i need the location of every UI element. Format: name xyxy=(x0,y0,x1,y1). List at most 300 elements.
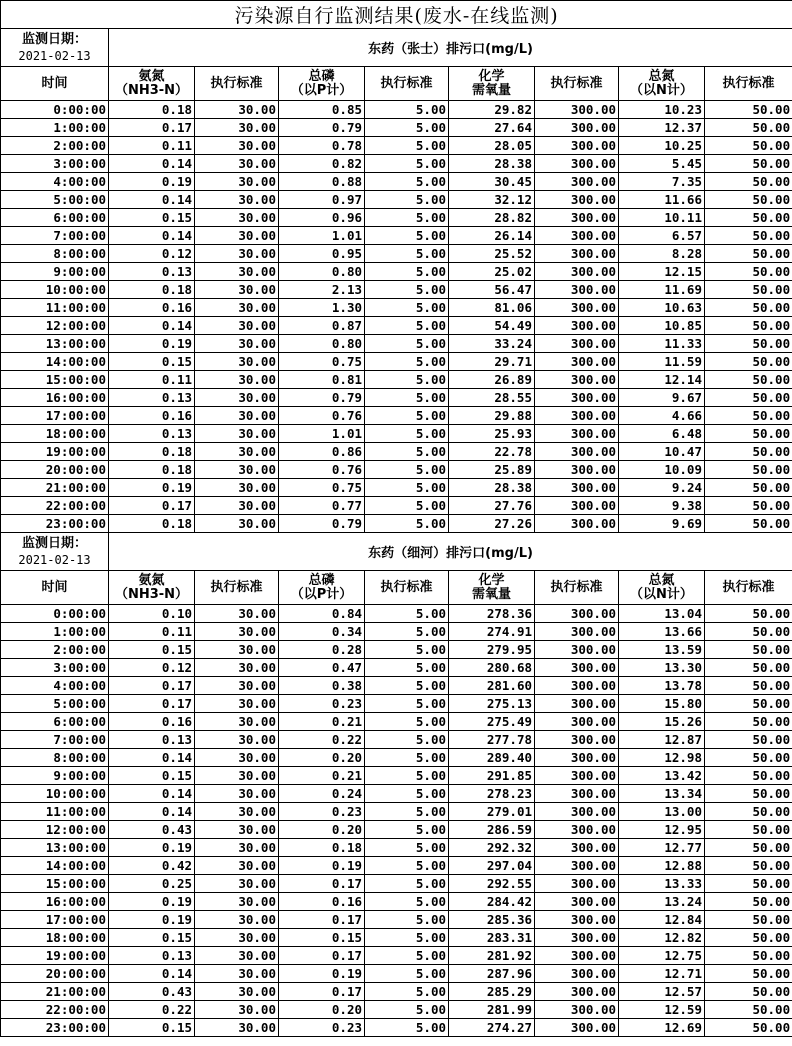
cell-cod: 291.85 xyxy=(449,767,535,785)
cell-total-nitrogen: 13.04 xyxy=(619,605,705,623)
table-row xyxy=(1,803,792,821)
cell-ammonia-standard: 30.00 xyxy=(195,497,279,515)
cell-cod-standard: 300.00 xyxy=(535,983,619,1001)
column-header-time xyxy=(1,67,109,101)
cell-nitrogen-standard: 50.00 xyxy=(705,191,792,209)
cell-ammonia-nitrogen: 0.22 xyxy=(109,1001,195,1019)
column-header-nitrogen-standard xyxy=(705,67,792,101)
cell-cod: 297.04 xyxy=(449,857,535,875)
cell-ammonia-nitrogen: 0.11 xyxy=(109,623,195,641)
cell-time: 6:00:00 xyxy=(1,209,109,227)
cell-phosphorus-standard: 5.00 xyxy=(365,497,449,515)
cell-ammonia-standard: 30.00 xyxy=(195,623,279,641)
cell-cod: 285.29 xyxy=(449,983,535,1001)
table-row xyxy=(1,713,792,731)
cell-cod: 29.88 xyxy=(449,407,535,425)
cell-time: 2:00:00 xyxy=(1,137,109,155)
cell-cod: 27.76 xyxy=(449,497,535,515)
cell-cod: 28.55 xyxy=(449,389,535,407)
table-row xyxy=(1,875,792,893)
cell-cod: 32.12 xyxy=(449,191,535,209)
cell-ammonia-nitrogen: 0.17 xyxy=(109,497,195,515)
column-header-cod-standard xyxy=(535,571,619,605)
cell-cod-standard: 300.00 xyxy=(535,893,619,911)
cell-cod-standard: 300.00 xyxy=(535,623,619,641)
monitoring-date-label: 监测日期： xyxy=(21,535,87,551)
cell-total-nitrogen: 10.25 xyxy=(619,137,705,155)
table-row xyxy=(1,983,792,1001)
cell-nitrogen-standard: 50.00 xyxy=(705,731,792,749)
cell-ammonia-standard: 30.00 xyxy=(195,515,279,533)
cell-nitrogen-standard: 50.00 xyxy=(705,1001,792,1019)
cell-ammonia-standard: 30.00 xyxy=(195,641,279,659)
cell-time: 5:00:00 xyxy=(1,191,109,209)
cell-phosphorus-standard: 5.00 xyxy=(365,1019,449,1037)
cell-total-nitrogen: 10.23 xyxy=(619,101,705,119)
table-row xyxy=(1,929,792,947)
cell-total-nitrogen: 6.48 xyxy=(619,425,705,443)
cell-total-phosphorus: 0.19 xyxy=(279,857,365,875)
cell-total-phosphorus: 0.17 xyxy=(279,911,365,929)
cell-time: 13:00:00 xyxy=(1,839,109,857)
cell-ammonia-nitrogen: 0.13 xyxy=(109,263,195,281)
table-row xyxy=(1,605,792,623)
cell-time: 15:00:00 xyxy=(1,875,109,893)
cell-time: 18:00:00 xyxy=(1,929,109,947)
cell-time: 14:00:00 xyxy=(1,857,109,875)
cell-total-nitrogen: 13.78 xyxy=(619,677,705,695)
table-row xyxy=(1,1019,792,1037)
cell-ammonia-standard: 30.00 xyxy=(195,1019,279,1037)
cell-phosphorus-standard: 5.00 xyxy=(365,821,449,839)
cell-total-nitrogen: 12.87 xyxy=(619,731,705,749)
cell-cod: 275.49 xyxy=(449,713,535,731)
cell-cod: 281.99 xyxy=(449,1001,535,1019)
table-row xyxy=(1,191,792,209)
cell-ammonia-nitrogen: 0.15 xyxy=(109,353,195,371)
cell-total-nitrogen: 12.98 xyxy=(619,749,705,767)
cell-ammonia-standard: 30.00 xyxy=(195,155,279,173)
cell-total-phosphorus: 0.28 xyxy=(279,641,365,659)
cell-ammonia-standard: 30.00 xyxy=(195,695,279,713)
cell-ammonia-standard: 30.00 xyxy=(195,353,279,371)
table-row xyxy=(1,623,792,641)
cell-total-nitrogen: 7.35 xyxy=(619,173,705,191)
table-row xyxy=(1,911,792,929)
cell-ammonia-nitrogen: 0.18 xyxy=(109,443,195,461)
cell-cod: 279.01 xyxy=(449,803,535,821)
cell-total-phosphorus: 0.81 xyxy=(279,371,365,389)
cell-ammonia-standard: 30.00 xyxy=(195,731,279,749)
cell-total-phosphorus: 0.75 xyxy=(279,353,365,371)
cell-cod: 292.55 xyxy=(449,875,535,893)
cell-total-phosphorus: 0.79 xyxy=(279,119,365,137)
cell-ammonia-standard: 30.00 xyxy=(195,839,279,857)
cell-nitrogen-standard: 50.00 xyxy=(705,659,792,677)
cell-total-phosphorus: 0.78 xyxy=(279,137,365,155)
cell-nitrogen-standard: 50.00 xyxy=(705,965,792,983)
cell-ammonia-nitrogen: 0.19 xyxy=(109,893,195,911)
cell-total-nitrogen: 11.69 xyxy=(619,281,705,299)
cell-ammonia-standard: 30.00 xyxy=(195,659,279,677)
cell-cod-standard: 300.00 xyxy=(535,767,619,785)
cell-nitrogen-standard: 50.00 xyxy=(705,155,792,173)
cell-ammonia-nitrogen: 0.13 xyxy=(109,425,195,443)
cell-cod: 275.13 xyxy=(449,695,535,713)
cell-total-phosphorus: 0.80 xyxy=(279,335,365,353)
cell-time: 11:00:00 xyxy=(1,299,109,317)
cell-ammonia-nitrogen: 0.42 xyxy=(109,857,195,875)
cell-cod-standard: 300.00 xyxy=(535,911,619,929)
cell-nitrogen-standard: 50.00 xyxy=(705,281,792,299)
cell-time: 21:00:00 xyxy=(1,479,109,497)
cell-time: 17:00:00 xyxy=(1,407,109,425)
cell-time: 3:00:00 xyxy=(1,659,109,677)
column-header-text: 总磷 xyxy=(308,572,335,588)
cell-cod: 286.59 xyxy=(449,821,535,839)
table-row xyxy=(1,317,792,335)
cell-ammonia-nitrogen: 0.15 xyxy=(109,209,195,227)
cell-phosphorus-standard: 5.00 xyxy=(365,461,449,479)
column-header-text: （NH3-N） xyxy=(114,82,189,98)
column-header-text: （NH3-N） xyxy=(114,586,189,602)
cell-cod-standard: 300.00 xyxy=(535,299,619,317)
table-row xyxy=(1,821,792,839)
cell-nitrogen-standard: 50.00 xyxy=(705,119,792,137)
column-header-text: 化学 xyxy=(478,572,505,588)
cell-total-phosphorus: 0.38 xyxy=(279,677,365,695)
column-header-row xyxy=(1,571,792,605)
section-header-row xyxy=(1,533,792,571)
column-header-phosphorus-standard xyxy=(365,67,449,101)
cell-time: 14:00:00 xyxy=(1,353,109,371)
cell-cod-standard: 300.00 xyxy=(535,677,619,695)
cell-ammonia-standard: 30.00 xyxy=(195,875,279,893)
cell-total-phosphorus: 0.23 xyxy=(279,803,365,821)
cell-cod-standard: 300.00 xyxy=(535,479,619,497)
cell-total-phosphorus: 0.84 xyxy=(279,605,365,623)
cell-nitrogen-standard: 50.00 xyxy=(705,767,792,785)
cell-ammonia-standard: 30.00 xyxy=(195,785,279,803)
cell-total-nitrogen: 4.66 xyxy=(619,407,705,425)
cell-cod-standard: 300.00 xyxy=(535,659,619,677)
cell-total-nitrogen: 10.47 xyxy=(619,443,705,461)
cell-cod-standard: 300.00 xyxy=(535,227,619,245)
cell-time: 23:00:00 xyxy=(1,1019,109,1037)
cell-cod-standard: 300.00 xyxy=(535,281,619,299)
cell-cod: 29.82 xyxy=(449,101,535,119)
column-header-text: 时间 xyxy=(41,75,68,91)
cell-total-phosphorus: 0.17 xyxy=(279,983,365,1001)
cell-time: 4:00:00 xyxy=(1,173,109,191)
column-header-text: 需氧量 xyxy=(471,82,511,98)
cell-cod: 277.78 xyxy=(449,731,535,749)
cell-total-phosphorus: 0.21 xyxy=(279,713,365,731)
cell-time: 10:00:00 xyxy=(1,281,109,299)
cell-ammonia-nitrogen: 0.15 xyxy=(109,767,195,785)
cell-ammonia-nitrogen: 0.18 xyxy=(109,101,195,119)
cell-ammonia-nitrogen: 0.12 xyxy=(109,659,195,677)
cell-ammonia-standard: 30.00 xyxy=(195,1001,279,1019)
cell-time: 0:00:00 xyxy=(1,605,109,623)
table-row xyxy=(1,443,792,461)
cell-ammonia-nitrogen: 0.17 xyxy=(109,695,195,713)
cell-ammonia-standard: 30.00 xyxy=(195,119,279,137)
cell-phosphorus-standard: 5.00 xyxy=(365,749,449,767)
cell-phosphorus-standard: 5.00 xyxy=(365,623,449,641)
cell-nitrogen-standard: 50.00 xyxy=(705,677,792,695)
cell-ammonia-standard: 30.00 xyxy=(195,983,279,1001)
cell-ammonia-nitrogen: 0.11 xyxy=(109,371,195,389)
table-row xyxy=(1,209,792,227)
cell-nitrogen-standard: 50.00 xyxy=(705,227,792,245)
cell-cod-standard: 300.00 xyxy=(535,965,619,983)
cell-cod: 281.92 xyxy=(449,947,535,965)
column-header-row xyxy=(1,67,792,101)
column-header-nitrogen-standard xyxy=(705,571,792,605)
cell-phosphorus-standard: 5.00 xyxy=(365,371,449,389)
cell-time: 12:00:00 xyxy=(1,821,109,839)
column-header-text: 化学 xyxy=(478,68,505,84)
cell-cod: 29.71 xyxy=(449,353,535,371)
cell-total-phosphorus: 0.85 xyxy=(279,101,365,119)
cell-ammonia-standard: 30.00 xyxy=(195,425,279,443)
cell-cod: 292.32 xyxy=(449,839,535,857)
table-row xyxy=(1,965,792,983)
cell-cod: 281.60 xyxy=(449,677,535,695)
cell-phosphorus-standard: 5.00 xyxy=(365,479,449,497)
cell-total-phosphorus: 0.22 xyxy=(279,731,365,749)
cell-nitrogen-standard: 50.00 xyxy=(705,353,792,371)
cell-ammonia-nitrogen: 0.19 xyxy=(109,479,195,497)
cell-total-phosphorus: 0.23 xyxy=(279,1019,365,1037)
column-header-text: （以P计） xyxy=(290,586,353,602)
table-row xyxy=(1,245,792,263)
cell-time: 18:00:00 xyxy=(1,425,109,443)
cell-phosphorus-standard: 5.00 xyxy=(365,245,449,263)
cell-phosphorus-standard: 5.00 xyxy=(365,605,449,623)
cell-cod: 28.38 xyxy=(449,155,535,173)
column-header-text: 执行标准 xyxy=(380,579,433,595)
cell-cod: 284.42 xyxy=(449,893,535,911)
column-header-text: 执行标准 xyxy=(550,579,603,595)
cell-cod: 26.14 xyxy=(449,227,535,245)
table-row xyxy=(1,731,792,749)
cell-cod-standard: 300.00 xyxy=(535,695,619,713)
cell-cod: 56.47 xyxy=(449,281,535,299)
cell-time: 19:00:00 xyxy=(1,443,109,461)
cell-ammonia-nitrogen: 0.18 xyxy=(109,281,195,299)
cell-ammonia-standard: 30.00 xyxy=(195,101,279,119)
cell-nitrogen-standard: 50.00 xyxy=(705,785,792,803)
table-row xyxy=(1,407,792,425)
cell-cod-standard: 300.00 xyxy=(535,263,619,281)
cell-total-nitrogen: 10.11 xyxy=(619,209,705,227)
column-header-cod-standard xyxy=(535,67,619,101)
column-header-text: 时间 xyxy=(41,579,68,595)
cell-total-nitrogen: 12.59 xyxy=(619,1001,705,1019)
column-header-total-phosphorus xyxy=(279,67,365,101)
cell-total-nitrogen: 13.00 xyxy=(619,803,705,821)
cell-phosphorus-standard: 5.00 xyxy=(365,929,449,947)
cell-total-phosphorus: 0.95 xyxy=(279,245,365,263)
cell-phosphorus-standard: 5.00 xyxy=(365,119,449,137)
cell-total-nitrogen: 5.45 xyxy=(619,155,705,173)
cell-total-phosphorus: 0.79 xyxy=(279,389,365,407)
cell-total-nitrogen: 12.71 xyxy=(619,965,705,983)
cell-phosphorus-standard: 5.00 xyxy=(365,893,449,911)
cell-phosphorus-standard: 5.00 xyxy=(365,101,449,119)
report-title: 污染源自行监测结果(废水-在线监测) xyxy=(1,1,792,29)
cell-total-phosphorus: 0.88 xyxy=(279,173,365,191)
cell-nitrogen-standard: 50.00 xyxy=(705,983,792,1001)
cell-ammonia-standard: 30.00 xyxy=(195,443,279,461)
cell-nitrogen-standard: 50.00 xyxy=(705,443,792,461)
cell-ammonia-nitrogen: 0.18 xyxy=(109,515,195,533)
cell-ammonia-standard: 30.00 xyxy=(195,137,279,155)
table-row xyxy=(1,461,792,479)
cell-ammonia-standard: 30.00 xyxy=(195,821,279,839)
table-row xyxy=(1,155,792,173)
cell-cod: 27.26 xyxy=(449,515,535,533)
table-row xyxy=(1,785,792,803)
cell-time: 13:00:00 xyxy=(1,335,109,353)
cell-phosphorus-standard: 5.00 xyxy=(365,425,449,443)
cell-total-nitrogen: 12.77 xyxy=(619,839,705,857)
cell-cod-standard: 300.00 xyxy=(535,461,619,479)
cell-total-phosphorus: 0.97 xyxy=(279,191,365,209)
cell-cod: 26.89 xyxy=(449,371,535,389)
column-header-ammonia-nitrogen xyxy=(109,67,195,101)
cell-phosphorus-standard: 5.00 xyxy=(365,731,449,749)
cell-ammonia-nitrogen: 0.11 xyxy=(109,137,195,155)
cell-ammonia-nitrogen: 0.17 xyxy=(109,677,195,695)
cell-cod-standard: 300.00 xyxy=(535,407,619,425)
cell-ammonia-nitrogen: 0.16 xyxy=(109,407,195,425)
cell-ammonia-nitrogen: 0.43 xyxy=(109,821,195,839)
monitoring-date-value: 2021-02-13 xyxy=(18,552,91,567)
cell-total-phosphorus: 0.20 xyxy=(279,821,365,839)
cell-cod-standard: 300.00 xyxy=(535,353,619,371)
cell-ammonia-standard: 30.00 xyxy=(195,713,279,731)
cell-nitrogen-standard: 50.00 xyxy=(705,641,792,659)
cell-time: 5:00:00 xyxy=(1,695,109,713)
cell-total-nitrogen: 9.69 xyxy=(619,515,705,533)
cell-cod: 28.38 xyxy=(449,479,535,497)
cell-total-phosphorus: 0.21 xyxy=(279,767,365,785)
cell-nitrogen-standard: 50.00 xyxy=(705,263,792,281)
cell-cod-standard: 300.00 xyxy=(535,245,619,263)
table-row xyxy=(1,479,792,497)
cell-total-nitrogen: 11.33 xyxy=(619,335,705,353)
cell-nitrogen-standard: 50.00 xyxy=(705,749,792,767)
cell-total-nitrogen: 12.69 xyxy=(619,1019,705,1037)
cell-phosphorus-standard: 5.00 xyxy=(365,515,449,533)
table-row xyxy=(1,659,792,677)
cell-time: 1:00:00 xyxy=(1,623,109,641)
column-header-ammonia-standard xyxy=(195,571,279,605)
table-row xyxy=(1,677,792,695)
cell-cod-standard: 300.00 xyxy=(535,641,619,659)
monitoring-date xyxy=(1,533,109,571)
table-row xyxy=(1,767,792,785)
cell-phosphorus-standard: 5.00 xyxy=(365,317,449,335)
cell-total-phosphorus: 0.19 xyxy=(279,965,365,983)
cell-phosphorus-standard: 5.00 xyxy=(365,857,449,875)
cell-nitrogen-standard: 50.00 xyxy=(705,371,792,389)
cell-phosphorus-standard: 5.00 xyxy=(365,839,449,857)
cell-cod-standard: 300.00 xyxy=(535,317,619,335)
column-header-text: （以N计） xyxy=(630,586,693,602)
column-header-cod xyxy=(449,571,535,605)
cell-cod: 54.49 xyxy=(449,317,535,335)
cell-nitrogen-standard: 50.00 xyxy=(705,947,792,965)
cell-time: 23:00:00 xyxy=(1,515,109,533)
cell-time: 8:00:00 xyxy=(1,749,109,767)
outlet-title: 东药（张士）排污口(mg/L) xyxy=(109,29,792,67)
cell-total-nitrogen: 13.33 xyxy=(619,875,705,893)
cell-ammonia-nitrogen: 0.14 xyxy=(109,317,195,335)
table-row xyxy=(1,749,792,767)
cell-total-phosphorus: 1.01 xyxy=(279,227,365,245)
cell-total-phosphorus: 0.77 xyxy=(279,497,365,515)
cell-cod-standard: 300.00 xyxy=(535,785,619,803)
cell-cod: 274.27 xyxy=(449,1019,535,1037)
cell-cod-standard: 300.00 xyxy=(535,731,619,749)
cell-total-nitrogen: 13.24 xyxy=(619,893,705,911)
cell-time: 15:00:00 xyxy=(1,371,109,389)
cell-phosphorus-standard: 5.00 xyxy=(365,785,449,803)
cell-cod-standard: 300.00 xyxy=(535,137,619,155)
cell-nitrogen-standard: 50.00 xyxy=(705,299,792,317)
cell-ammonia-nitrogen: 0.14 xyxy=(109,191,195,209)
cell-cod-standard: 300.00 xyxy=(535,209,619,227)
cell-total-nitrogen: 12.37 xyxy=(619,119,705,137)
cell-cod: 81.06 xyxy=(449,299,535,317)
cell-total-phosphorus: 0.82 xyxy=(279,155,365,173)
cell-ammonia-nitrogen: 0.13 xyxy=(109,947,195,965)
monitoring-date-label: 监测日期： xyxy=(21,31,87,47)
cell-cod: 25.89 xyxy=(449,461,535,479)
table-row xyxy=(1,119,792,137)
cell-time: 7:00:00 xyxy=(1,227,109,245)
cell-ammonia-nitrogen: 0.13 xyxy=(109,389,195,407)
cell-total-nitrogen: 13.59 xyxy=(619,641,705,659)
cell-nitrogen-standard: 50.00 xyxy=(705,857,792,875)
cell-phosphorus-standard: 5.00 xyxy=(365,227,449,245)
cell-total-nitrogen: 9.67 xyxy=(619,389,705,407)
cell-phosphorus-standard: 5.00 xyxy=(365,281,449,299)
cell-phosphorus-standard: 5.00 xyxy=(365,767,449,785)
cell-ammonia-standard: 30.00 xyxy=(195,209,279,227)
cell-cod-standard: 300.00 xyxy=(535,101,619,119)
cell-total-nitrogen: 12.82 xyxy=(619,929,705,947)
column-header-time xyxy=(1,571,109,605)
table-row xyxy=(1,299,792,317)
cell-nitrogen-standard: 50.00 xyxy=(705,1019,792,1037)
cell-nitrogen-standard: 50.00 xyxy=(705,893,792,911)
monitoring-date xyxy=(1,29,109,67)
table-row xyxy=(1,1001,792,1019)
cell-cod: 280.68 xyxy=(449,659,535,677)
cell-total-nitrogen: 13.30 xyxy=(619,659,705,677)
cell-ammonia-nitrogen: 0.14 xyxy=(109,965,195,983)
table-row xyxy=(1,371,792,389)
column-header-cod xyxy=(449,67,535,101)
table-row xyxy=(1,641,792,659)
table-row xyxy=(1,839,792,857)
cell-nitrogen-standard: 50.00 xyxy=(705,425,792,443)
